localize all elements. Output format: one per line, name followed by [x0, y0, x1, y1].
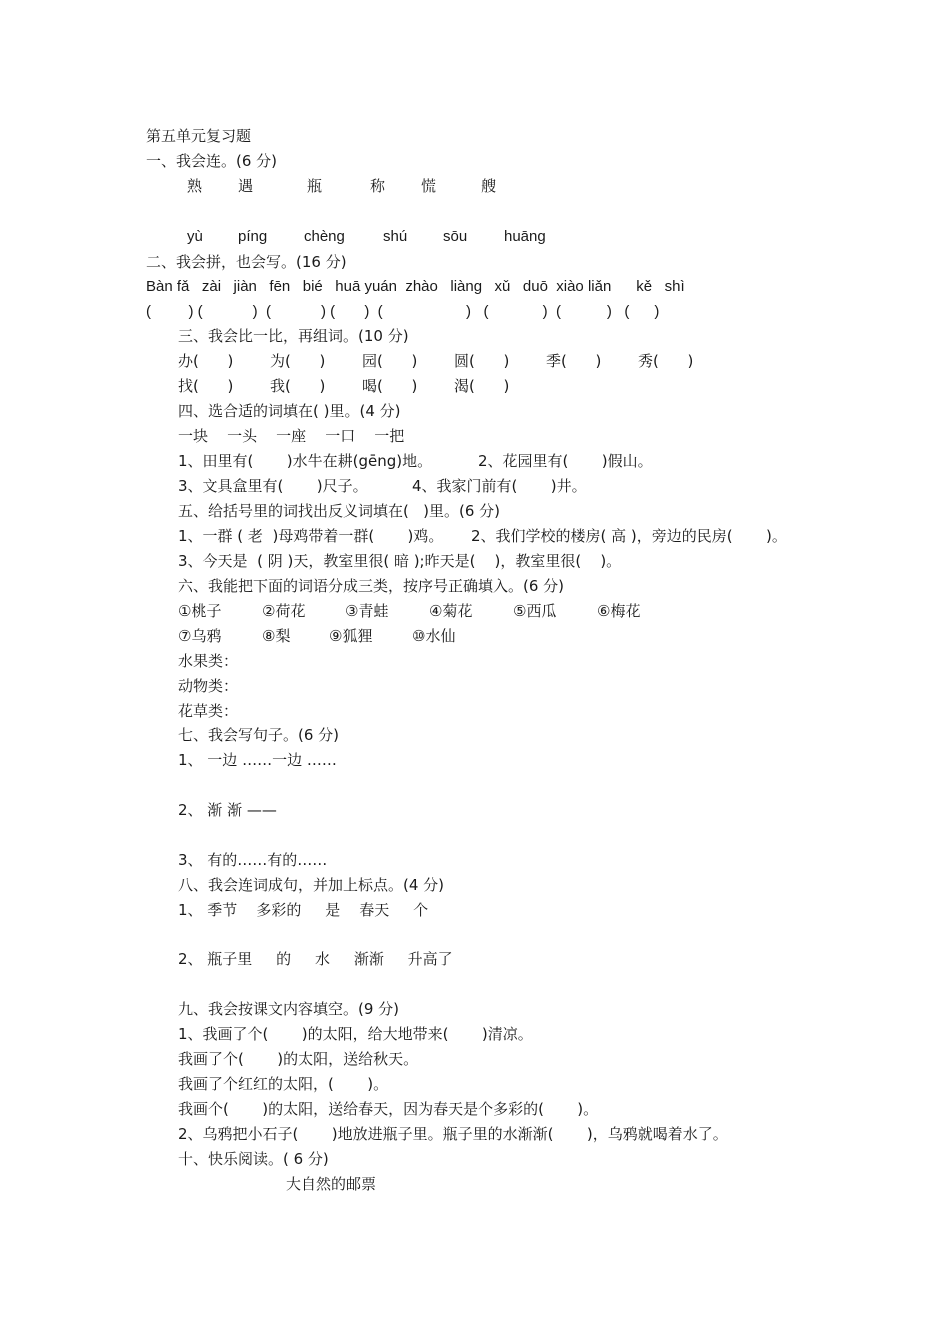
word-item: ⑤西瓜: [513, 602, 557, 620]
pinyin-item: sōu: [443, 228, 468, 245]
blank-line: ( ) ( ) ( ) ( ) ( ) ( ) ( ) ( ): [146, 303, 660, 320]
question-item: 2、乌鸦把小石子( )地放进瓶子里。瓶子里的水渐渐( )，乌鸦就喝着水了。: [178, 1125, 728, 1143]
char-item: 慌: [421, 177, 437, 195]
word-item: ⑦乌鸦: [178, 627, 222, 645]
section-1-heading: 一、我会连。(6 分): [146, 152, 278, 170]
char-item: 称: [370, 177, 386, 195]
pinyin-line: Bàn fǎ zài jiàn fēn bié huā yuán zhào liàng xǔ duō xiào liǎn kě shì: [146, 278, 685, 295]
word-item: ⑨狐狸: [329, 627, 373, 645]
question-item: 1、 季节 多彩的 是 春天 个: [178, 901, 429, 919]
char-item: 熟: [187, 177, 203, 195]
question-item: 2、我们学校的楼房( 高 )，旁边的民房( )。: [471, 527, 787, 545]
question-item: 1、 一边 ……一边 ……: [178, 751, 337, 769]
word-item: 找( ): [178, 377, 234, 395]
section-3-heading: 三、我会比一比，再组词。(10 分): [178, 327, 409, 345]
reading-title: 大自然的邮票: [286, 1175, 377, 1193]
word-item: ②荷花: [262, 602, 306, 620]
char-item: 遇: [238, 177, 254, 195]
question-item: 1、田里有( )水牛在耕(gēng)地。: [178, 452, 433, 470]
page-title: 第五单元复习题: [146, 127, 252, 145]
pinyin-item: píng: [238, 228, 268, 245]
word-item: 季( ): [546, 352, 602, 370]
category-label: 动物类：: [178, 677, 239, 695]
word-item: ⑩水仙: [412, 627, 456, 645]
category-label: 水果类：: [178, 652, 239, 670]
question-item: 3、 有的……有的……: [178, 851, 328, 869]
section-10-heading: 十、快乐阅读。( 6 分): [178, 1150, 329, 1168]
pinyin-item: huāng: [504, 228, 546, 245]
question-item: 我画了个( )的太阳，送给秋天。: [178, 1050, 419, 1068]
word-item: ③青蛙: [345, 602, 389, 620]
section-9-heading: 九、我会按课文内容填空。(9 分): [178, 1000, 400, 1018]
pinyin-item: chèng: [304, 228, 345, 245]
word-item: 圆( ): [454, 352, 510, 370]
question-item: 3、文具盒里有( )尺子。: [178, 477, 368, 495]
section-5-heading: 五、给括号里的词找出反义词填在( )里。(6 分): [178, 502, 501, 520]
word-item: ⑧梨: [262, 627, 291, 645]
section-8-heading: 八、我会连词成句，并加上标点。(4 分): [178, 876, 445, 894]
word-options: 一块 一头 一座 一口 一把: [178, 427, 405, 445]
word-item: ①桃子: [178, 602, 222, 620]
section-7-heading: 七、我会写句子。(6 分): [178, 726, 340, 744]
question-item: 1、我画了个( )的太阳，给大地带来( )清凉。: [178, 1025, 533, 1043]
question-item: 4、我家门前有( )井。: [412, 477, 587, 495]
section-4-heading: 四、选合适的词填在( )里。(4 分): [178, 402, 401, 420]
word-item: 喝( ): [362, 377, 418, 395]
category-label: 花草类：: [178, 702, 239, 720]
char-item: 瓶: [307, 177, 323, 195]
question-item: 我画了个红红的太阳，( )。: [178, 1075, 389, 1093]
word-item: 园( ): [362, 352, 418, 370]
word-item: 办( ): [178, 352, 234, 370]
section-6-heading: 六、我能把下面的词语分成三类，按序号正确填入。(6 分): [178, 577, 565, 595]
word-item: ④菊花: [429, 602, 473, 620]
word-item: 我( ): [270, 377, 326, 395]
question-item: 2、 瓶子里 的 水 渐渐 升高了: [178, 950, 453, 968]
word-item: 为( ): [270, 352, 326, 370]
word-item: 秀( ): [638, 352, 694, 370]
pinyin-item: shú: [383, 228, 408, 245]
question-item: 3、今天是 ( 阴 )天，教室里很( 暗 );昨天是( )，教室里很( )。: [178, 552, 622, 570]
question-item: 2、 渐 渐 ——: [178, 801, 277, 819]
question-item: 2、花园里有( )假山。: [478, 452, 653, 470]
word-item: ⑥梅花: [597, 602, 641, 620]
pinyin-item: yù: [187, 228, 203, 245]
question-item: 我画个( )的太阳，送给春天，因为春天是个多彩的( )。: [178, 1100, 599, 1118]
section-2-heading: 二、我会拼，也会写。(16 分): [146, 253, 347, 271]
question-item: 1、一群 ( 老 )母鸡带着一群( )鸡。: [178, 527, 444, 545]
word-item: 渴( ): [454, 377, 510, 395]
char-item: 艘: [481, 177, 497, 195]
